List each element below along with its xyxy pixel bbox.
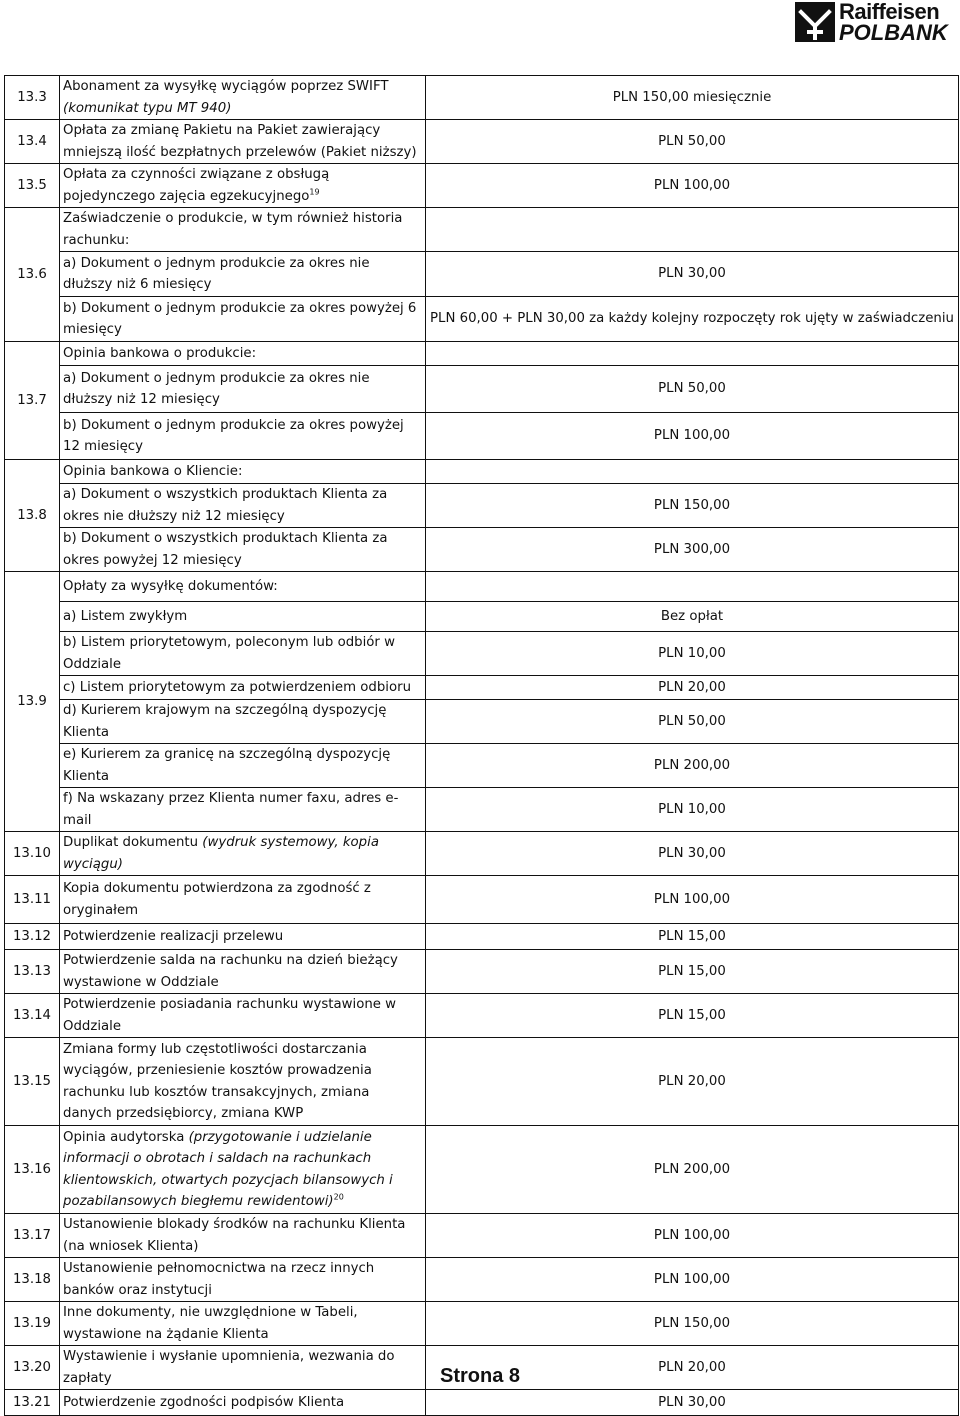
row-number: 13.4 xyxy=(5,120,60,164)
description-note: (komunikat typu MT 940) xyxy=(63,100,232,116)
row-price: PLN 50,00 xyxy=(426,120,959,164)
table-row xyxy=(5,76,959,120)
table-row xyxy=(5,950,959,994)
row-number: 13.6 xyxy=(5,208,60,342)
footnote-ref: 20 xyxy=(333,1192,344,1202)
row-description: d) Kurierem krajowym na szczególną dyspozycję Klienta xyxy=(60,700,426,744)
row-description: a) Dokument o wszystkich produktach Klienta za okres nie dłuższy niż 12 miesięcy xyxy=(60,484,426,528)
row-number: 13.20 xyxy=(5,1346,60,1390)
table-row xyxy=(5,572,959,602)
row-number: 13.12 xyxy=(5,924,60,950)
row-number: 13.9 xyxy=(5,572,60,832)
logo-text-raiffeisen: Raiffeisen xyxy=(839,0,940,24)
row-price-empty xyxy=(426,572,959,602)
row-price: PLN 150,00 miesięcznie xyxy=(426,76,959,120)
table-row xyxy=(5,297,959,342)
row-price: PLN 100,00 xyxy=(426,876,959,924)
row-price: PLN 20,00 xyxy=(426,1038,959,1126)
row-description: a) Listem zwykłym xyxy=(60,602,426,632)
row-number: 13.3 xyxy=(5,76,60,120)
row-description: Ustanowienie blokady środków na rachunku Klienta (na wniosek Klienta) xyxy=(60,1214,426,1258)
row-description xyxy=(60,1126,426,1214)
table-row xyxy=(5,832,959,876)
row-number: 13.19 xyxy=(5,1302,60,1346)
row-description: Potwierdzenie salda na rachunku na dzień bieżący wystawione w Oddziale xyxy=(60,950,426,994)
table-row xyxy=(5,460,959,484)
row-description: Potwierdzenie zgodności podpisów Klienta xyxy=(60,1390,426,1416)
row-section-heading: Zaświadczenie o produkcie, w tym również historia rachunku: xyxy=(60,208,426,252)
table-row xyxy=(5,208,959,252)
row-description: f) Na wskazany przez Klienta numer faxu, adres e-mail xyxy=(60,788,426,832)
row-price: PLN 30,00 xyxy=(426,1390,959,1416)
table-row xyxy=(5,744,959,788)
description-note: (wydruk systemowy, kopia wyciągu) xyxy=(63,835,379,872)
row-price: PLN 100,00 xyxy=(426,164,959,208)
description-note: (przygotowanie i udzielanie informacji o obrotach i saldach na rachunkach klientowskich, otwartych pozycjach bilansowych i pozabilansowych biegłemu rewidentowi) xyxy=(63,1129,393,1209)
row-description xyxy=(60,164,426,208)
row-description: a) Dokument o jednym produkcie za okres nie dłuższy niż 6 miesięcy xyxy=(60,252,426,297)
table-row xyxy=(5,366,959,413)
table-row xyxy=(5,164,959,208)
row-section-heading: Opinia bankowa o produkcie: xyxy=(60,342,426,366)
description-text: Abonament za wysyłkę wyciągów poprzez SWIFT xyxy=(63,79,389,94)
row-price-empty xyxy=(426,208,959,252)
table-row xyxy=(5,1038,959,1126)
row-description: Potwierdzenie posiadania rachunku wystawione w Oddziale xyxy=(60,994,426,1038)
row-price-empty xyxy=(426,342,959,366)
table-row xyxy=(5,700,959,744)
row-price: PLN 15,00 xyxy=(426,924,959,950)
row-number: 13.5 xyxy=(5,164,60,208)
table-row xyxy=(5,252,959,297)
row-price: PLN 30,00 xyxy=(426,832,959,876)
table-row xyxy=(5,994,959,1038)
table-row xyxy=(5,676,959,700)
description-text: Opinia audytorska xyxy=(63,1129,189,1145)
row-price: PLN 100,00 xyxy=(426,1258,959,1302)
logo-text-polbank: POLBANK xyxy=(839,20,948,45)
row-price: PLN 15,00 xyxy=(426,950,959,994)
row-description xyxy=(60,76,426,120)
page-number: Strona 8 xyxy=(439,1365,521,1387)
table-row xyxy=(5,632,959,676)
table-row xyxy=(5,1390,959,1416)
row-description: b) Dokument o wszystkich produktach Klienta za okres powyżej 12 miesięcy xyxy=(60,528,426,572)
row-description: Wystawienie i wysłanie upomnienia, wezwania do zapłaty xyxy=(60,1346,426,1390)
table-row xyxy=(5,788,959,832)
row-number: 13.8 xyxy=(5,460,60,572)
row-price: Bez opłat xyxy=(426,602,959,632)
row-price: PLN 50,00 xyxy=(426,366,959,413)
row-price: PLN 20,00 xyxy=(426,1346,959,1390)
row-section-heading: Opinia bankowa o Kliencie: xyxy=(60,460,426,484)
row-description: e) Kurierem za granicę na szczególną dyspozycję Klienta xyxy=(60,744,426,788)
description-text: Duplikat dokumentu xyxy=(63,835,203,850)
row-number: 13.21 xyxy=(5,1390,60,1416)
table-row xyxy=(5,1302,959,1346)
raiffeisen-polbank-logo xyxy=(795,2,950,44)
table-row xyxy=(5,484,959,528)
row-number: 13.7 xyxy=(5,342,60,460)
row-description: Ustanowienie pełnomocnictwa na rzecz innych banków oraz instytucji xyxy=(60,1258,426,1302)
table-row xyxy=(5,924,959,950)
row-price: PLN 300,00 xyxy=(426,528,959,572)
row-number: 13.15 xyxy=(5,1038,60,1126)
row-number: 13.10 xyxy=(5,832,60,876)
row-price: PLN 30,00 xyxy=(426,252,959,297)
row-description: c) Listem priorytetowym za potwierdzeniem odbioru xyxy=(60,676,426,700)
table-row xyxy=(5,120,959,164)
row-description: b) Dokument o jednym produkcie za okres powyżej 12 miesięcy xyxy=(60,413,426,460)
row-description: Kopia dokumentu potwierdzona za zgodność z oryginałem xyxy=(60,876,426,924)
row-price: PLN 200,00 xyxy=(426,744,959,788)
row-description: b) Listem priorytetowym, poleconym lub odbiór w Oddziale xyxy=(60,632,426,676)
row-price: PLN 150,00 xyxy=(426,1302,959,1346)
row-price: PLN 100,00 xyxy=(426,413,959,460)
table-row xyxy=(5,413,959,460)
row-price-empty xyxy=(426,460,959,484)
row-price: PLN 100,00 xyxy=(426,1214,959,1258)
row-price: PLN 20,00 xyxy=(426,676,959,700)
row-price: PLN 150,00 xyxy=(426,484,959,528)
row-description: b) Dokument o jednym produkcie za okres powyżej 6 miesięcy xyxy=(60,297,426,342)
row-section-heading: Opłaty za wysyłkę dokumentów: xyxy=(60,572,426,602)
row-number: 13.18 xyxy=(5,1258,60,1302)
row-description: Inne dokumenty, nie uwzględnione w Tabeli, wystawione na żądanie Klienta xyxy=(60,1302,426,1346)
row-price: PLN 10,00 xyxy=(426,788,959,832)
table-row xyxy=(5,1126,959,1214)
row-description: Zmiana formy lub częstotliwości dostarczania wyciągów, przeniesienie kosztów prowadzenia rachunku lub kosztów transakcyjnych, zmiana danych przedsiębiorcy, zmiana KWP xyxy=(60,1038,426,1126)
row-price: PLN 50,00 xyxy=(426,700,959,744)
table-row xyxy=(5,876,959,924)
row-number: 13.13 xyxy=(5,950,60,994)
row-description: Potwierdzenie realizacji przelewu xyxy=(60,924,426,950)
table-row xyxy=(5,1258,959,1302)
row-number: 13.16 xyxy=(5,1126,60,1214)
table-row xyxy=(5,342,959,366)
row-number: 13.11 xyxy=(5,876,60,924)
row-number: 13.14 xyxy=(5,994,60,1038)
footnote-ref: 19 xyxy=(309,187,320,197)
fee-table xyxy=(4,75,959,1416)
row-description: a) Dokument o jednym produkcie za okres nie dłuższy niż 12 miesięcy xyxy=(60,366,426,413)
description-text: Opłata za czynności związane z obsługą pojedynczego zajęcia egzekucyjnego xyxy=(63,167,330,204)
row-price: PLN 200,00 xyxy=(426,1126,959,1214)
table-row xyxy=(5,602,959,632)
row-description xyxy=(60,832,426,876)
row-price: PLN 15,00 xyxy=(426,994,959,1038)
row-description: Opłata za zmianę Pakietu na Pakiet zawierający mniejszą ilość bezpłatnych przelewów (Pakiet niższy) xyxy=(60,120,426,164)
table-row xyxy=(5,1214,959,1258)
table-row xyxy=(5,528,959,572)
gable-cross-icon xyxy=(795,2,835,42)
row-price: PLN 10,00 xyxy=(426,632,959,676)
row-number: 13.17 xyxy=(5,1214,60,1258)
row-price: PLN 60,00 + PLN 30,00 za każdy kolejny rozpoczęty rok ujęty w zaświadczeniu xyxy=(426,297,959,342)
